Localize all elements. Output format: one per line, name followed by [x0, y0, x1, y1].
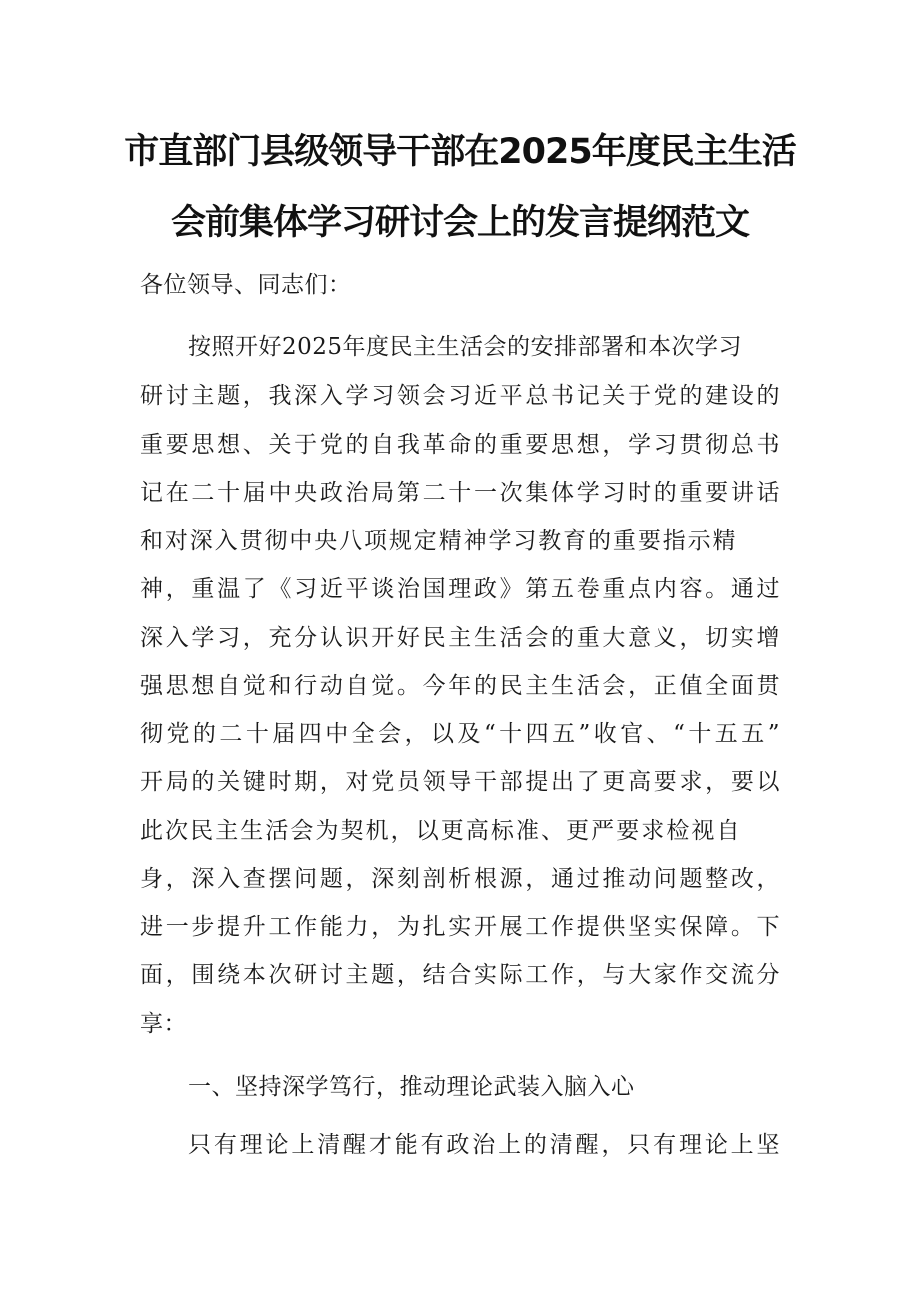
document-title-line-1: 市直部门县级领导干部在2025年度民主生活: [124, 132, 796, 172]
paragraph-line: 只有理论上清醒才能有政治上的清醒，只有理论上坚: [188, 1132, 780, 1158]
paragraph-line: 和对深入贯彻中央八项规定精神学习教育的重要指示精: [140, 528, 736, 554]
section-heading-1: 一、坚持深学笃行，推动理论武装入脑入心: [188, 1074, 635, 1100]
paragraph-line: 强思想自觉和行动自觉。今年的民主生活会，正值全面贯: [140, 673, 780, 699]
paragraph-line: 按照开好2025年度民主生活会的安排部署和本次学习: [188, 334, 743, 360]
paragraph-line: 研讨主题，我深入学习领会习近平总书记关于党的建设的: [140, 383, 780, 409]
paragraph-line: 深入学习，充分认识开好民主生活会的重大意义，切实增: [140, 625, 780, 651]
paragraph-line: 重要思想、关于党的自我革命的重要思想，学习贯彻总书: [140, 432, 780, 458]
paragraph-line: 进一步提升工作能力，为扎实开展工作提供坚实保障。下: [140, 914, 780, 940]
paragraph-line: 彻党的二十届四中全会，以及“十四五”收官、“十五五”: [140, 721, 780, 747]
paragraph-line: 身，深入查摆问题，深刻剖析根源，通过推动问题整改，: [140, 866, 780, 892]
paragraph-line: 享：: [140, 1011, 187, 1037]
paragraph-line: 记在二十届中央政治局第二十一次集体学习时的重要讲话: [140, 480, 780, 506]
paragraph-line: 开局的关键时期，对党员领导干部提出了更高要求，要以: [140, 769, 780, 795]
salutation: 各位领导、同志们：: [140, 272, 352, 298]
document-title-line-2: 会前集体学习研讨会上的发言提纲范文: [170, 203, 749, 243]
paragraph-line: 神，重温了《习近平谈治国理政》第五卷重点内容。通过: [140, 576, 780, 602]
paragraph-line: 面，围绕本次研讨主题，结合实际工作，与大家作交流分: [140, 962, 780, 988]
paragraph-line: 此次民主生活会为契机，以更高标准、更严要求检视自: [140, 818, 740, 844]
